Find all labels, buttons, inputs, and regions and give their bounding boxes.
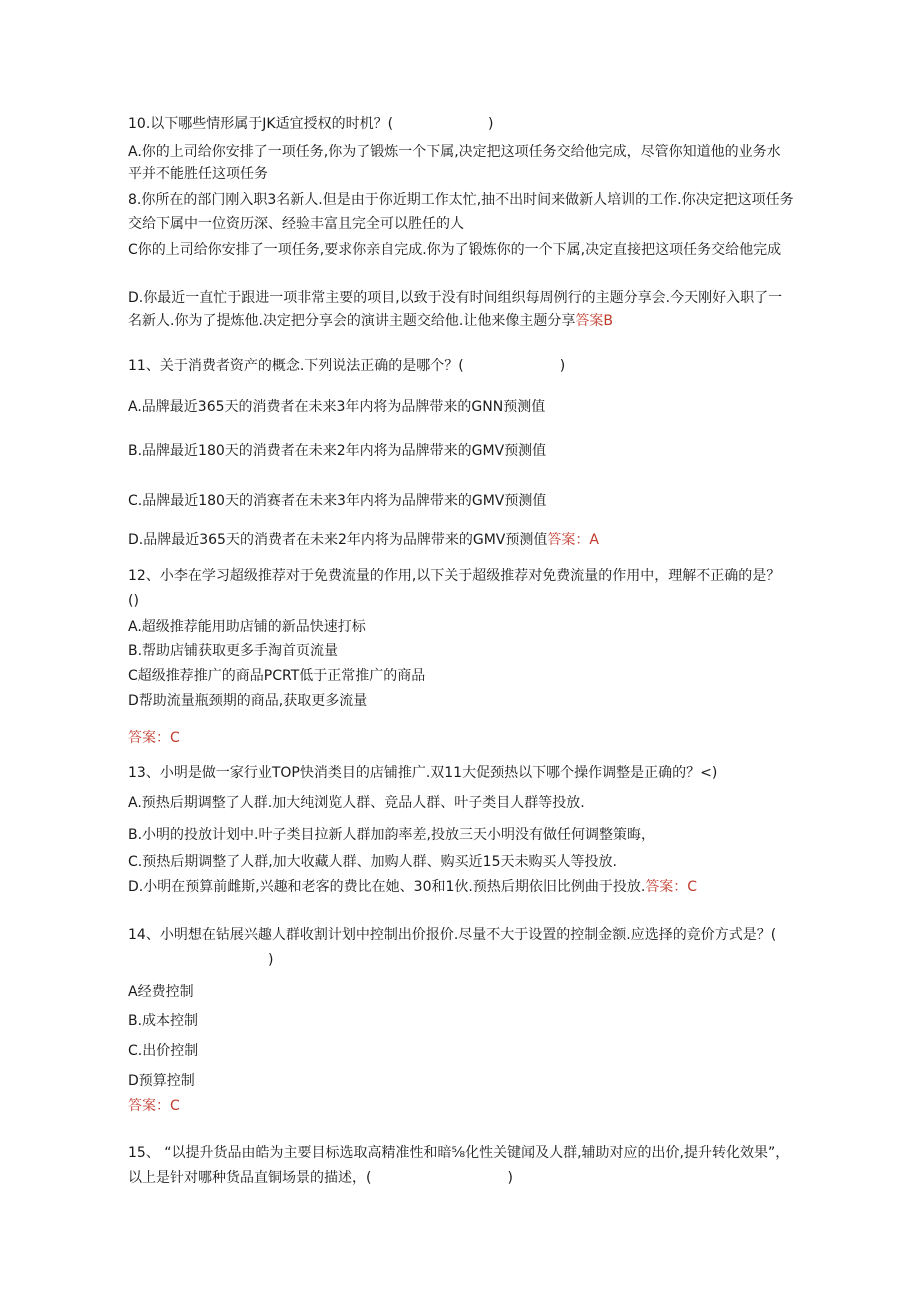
q15-title-line2: 以上是针对哪种货品直铜场景的描述，( ) bbox=[128, 1170, 513, 1186]
q14-option-a: A经费控制 bbox=[128, 984, 194, 1000]
q13-answer: 答案：C bbox=[645, 879, 698, 895]
q11-title: 11、关于消费者资产的概念.下列说法正确的是哪个？( ) bbox=[128, 358, 566, 374]
q14-option-c: C.出价控制 bbox=[128, 1043, 199, 1059]
q11-option-c: C.品牌最近180天的消赛者在未来3年内将为品牌带来的GMV预测值 bbox=[128, 493, 547, 509]
q13-option-d: D.小明在预算前雌斯,兴趣和老客的费比在她、30和1伙.预热后期依旧比例曲于投放.答案：C bbox=[128, 879, 698, 895]
q10-answer: 答案B bbox=[575, 313, 613, 329]
q12-option-b: B.帮助店铺获取更多手淘首页流量 bbox=[128, 643, 339, 659]
q10-option-b-line1: 8.你所在的部门刚入职3名新人.但是由于你近期工作太忙,抽不出时间来做新人培训的工作.你决定把这项任务 bbox=[128, 192, 794, 208]
q12-answer: 答案：C bbox=[128, 730, 180, 746]
q10-option-b-line2: 交给下属中一位资历深、经验丰富且完全可以胜任的人 bbox=[128, 216, 464, 232]
q12-title-line2: () bbox=[128, 593, 139, 609]
q12-option-c: C超级推荐推广的商品PCRT低于正常推广的商品 bbox=[128, 668, 426, 684]
q13-option-c: C.预热后期调整了人群,加大收藏人群、加购人群、购买近15天未购买人等投放. bbox=[128, 854, 617, 870]
q13-title: 13、小明是做一家行业TOP快消类目的店铺推广.双11大促颈热以下哪个操作调整是正确的？<) bbox=[128, 765, 718, 781]
q12-option-a: A.超级推荐能用助店铺的新品快速打标 bbox=[128, 619, 366, 635]
q11-option-b: B.品牌最近180天的消费者在未来2年内将为品牌带来的GMV预测值 bbox=[128, 443, 547, 459]
q15-title-line1: 15、 “以提升货品由皓为主要目标选取高精准性和暗⅝化性关键闻及人群,辅助对应的出价,提升转化效果”， bbox=[128, 1145, 790, 1161]
q10-option-d-line2: 名新人.你为了提炼他.决定把分享会的演讲主题交给他.让他来像主题分享答案B bbox=[128, 313, 613, 329]
q10-option-d-line1: D.你最近一直忙于跟进一项非常主要的项目,以致于没有时间组织每周例行的主题分享会.今天刚好入职了一 bbox=[128, 290, 783, 306]
q14-title-line2: ) bbox=[268, 952, 274, 968]
q12-title-line1: 12、小李在学习超级推荐对于免费流量的作用,以下关于超级推荐对免费流量的作用中，理解不正确的是？ bbox=[128, 568, 781, 584]
q12-option-d: D帮助流量瓶颈期的商品,获取更多流量 bbox=[128, 693, 368, 709]
q13-option-b: B.小明的投放计划中.叶子类目拉新人群加韵率差,投放三天小明没有做任何调整策晦， bbox=[128, 827, 655, 843]
q11-option-a: A.品牌最近365天的消费者在未来3年内将为品牌带来的GNN预测值 bbox=[128, 399, 546, 415]
q14-title-line1: 14、小明想在钻展兴趣人群收割计划中控制出价报价.尽量不大于设置的控制金额.应选择的竞价方式是？( bbox=[128, 927, 777, 943]
q10-option-c: C你的上司给你安排了一项任务,要求你亲自完成.你为了锻炼你的一个下属,决定直接把这项任务交给他完成 bbox=[128, 242, 782, 258]
q10-option-a-line1: A.你的上司给你安排了一项任务,你为了锻炼一个下属,决定把这项任务交给他完成，尽管你知道他的业务水 bbox=[128, 144, 781, 160]
q10-option-a-line2: 平并不能胜任这项任务 bbox=[128, 166, 268, 182]
q11-answer: 答案：A bbox=[547, 532, 599, 548]
q13-option-a: A.预热后期调整了人群.加大纯浏览人群、竞品人群、叶子类目人群等投放. bbox=[128, 795, 585, 811]
q10-title: 10.以下哪些情形属于JK适宜授权的时机？( ) bbox=[128, 116, 494, 132]
q14-answer: 答案：C bbox=[128, 1098, 180, 1114]
q14-option-b: B.成本控制 bbox=[128, 1013, 199, 1029]
q11-option-d: D.品牌最近365天的消费者在未来2年内将为品牌带来的GMV预测值答案：A bbox=[128, 532, 599, 548]
q14-option-d: D预算控制 bbox=[128, 1073, 195, 1089]
